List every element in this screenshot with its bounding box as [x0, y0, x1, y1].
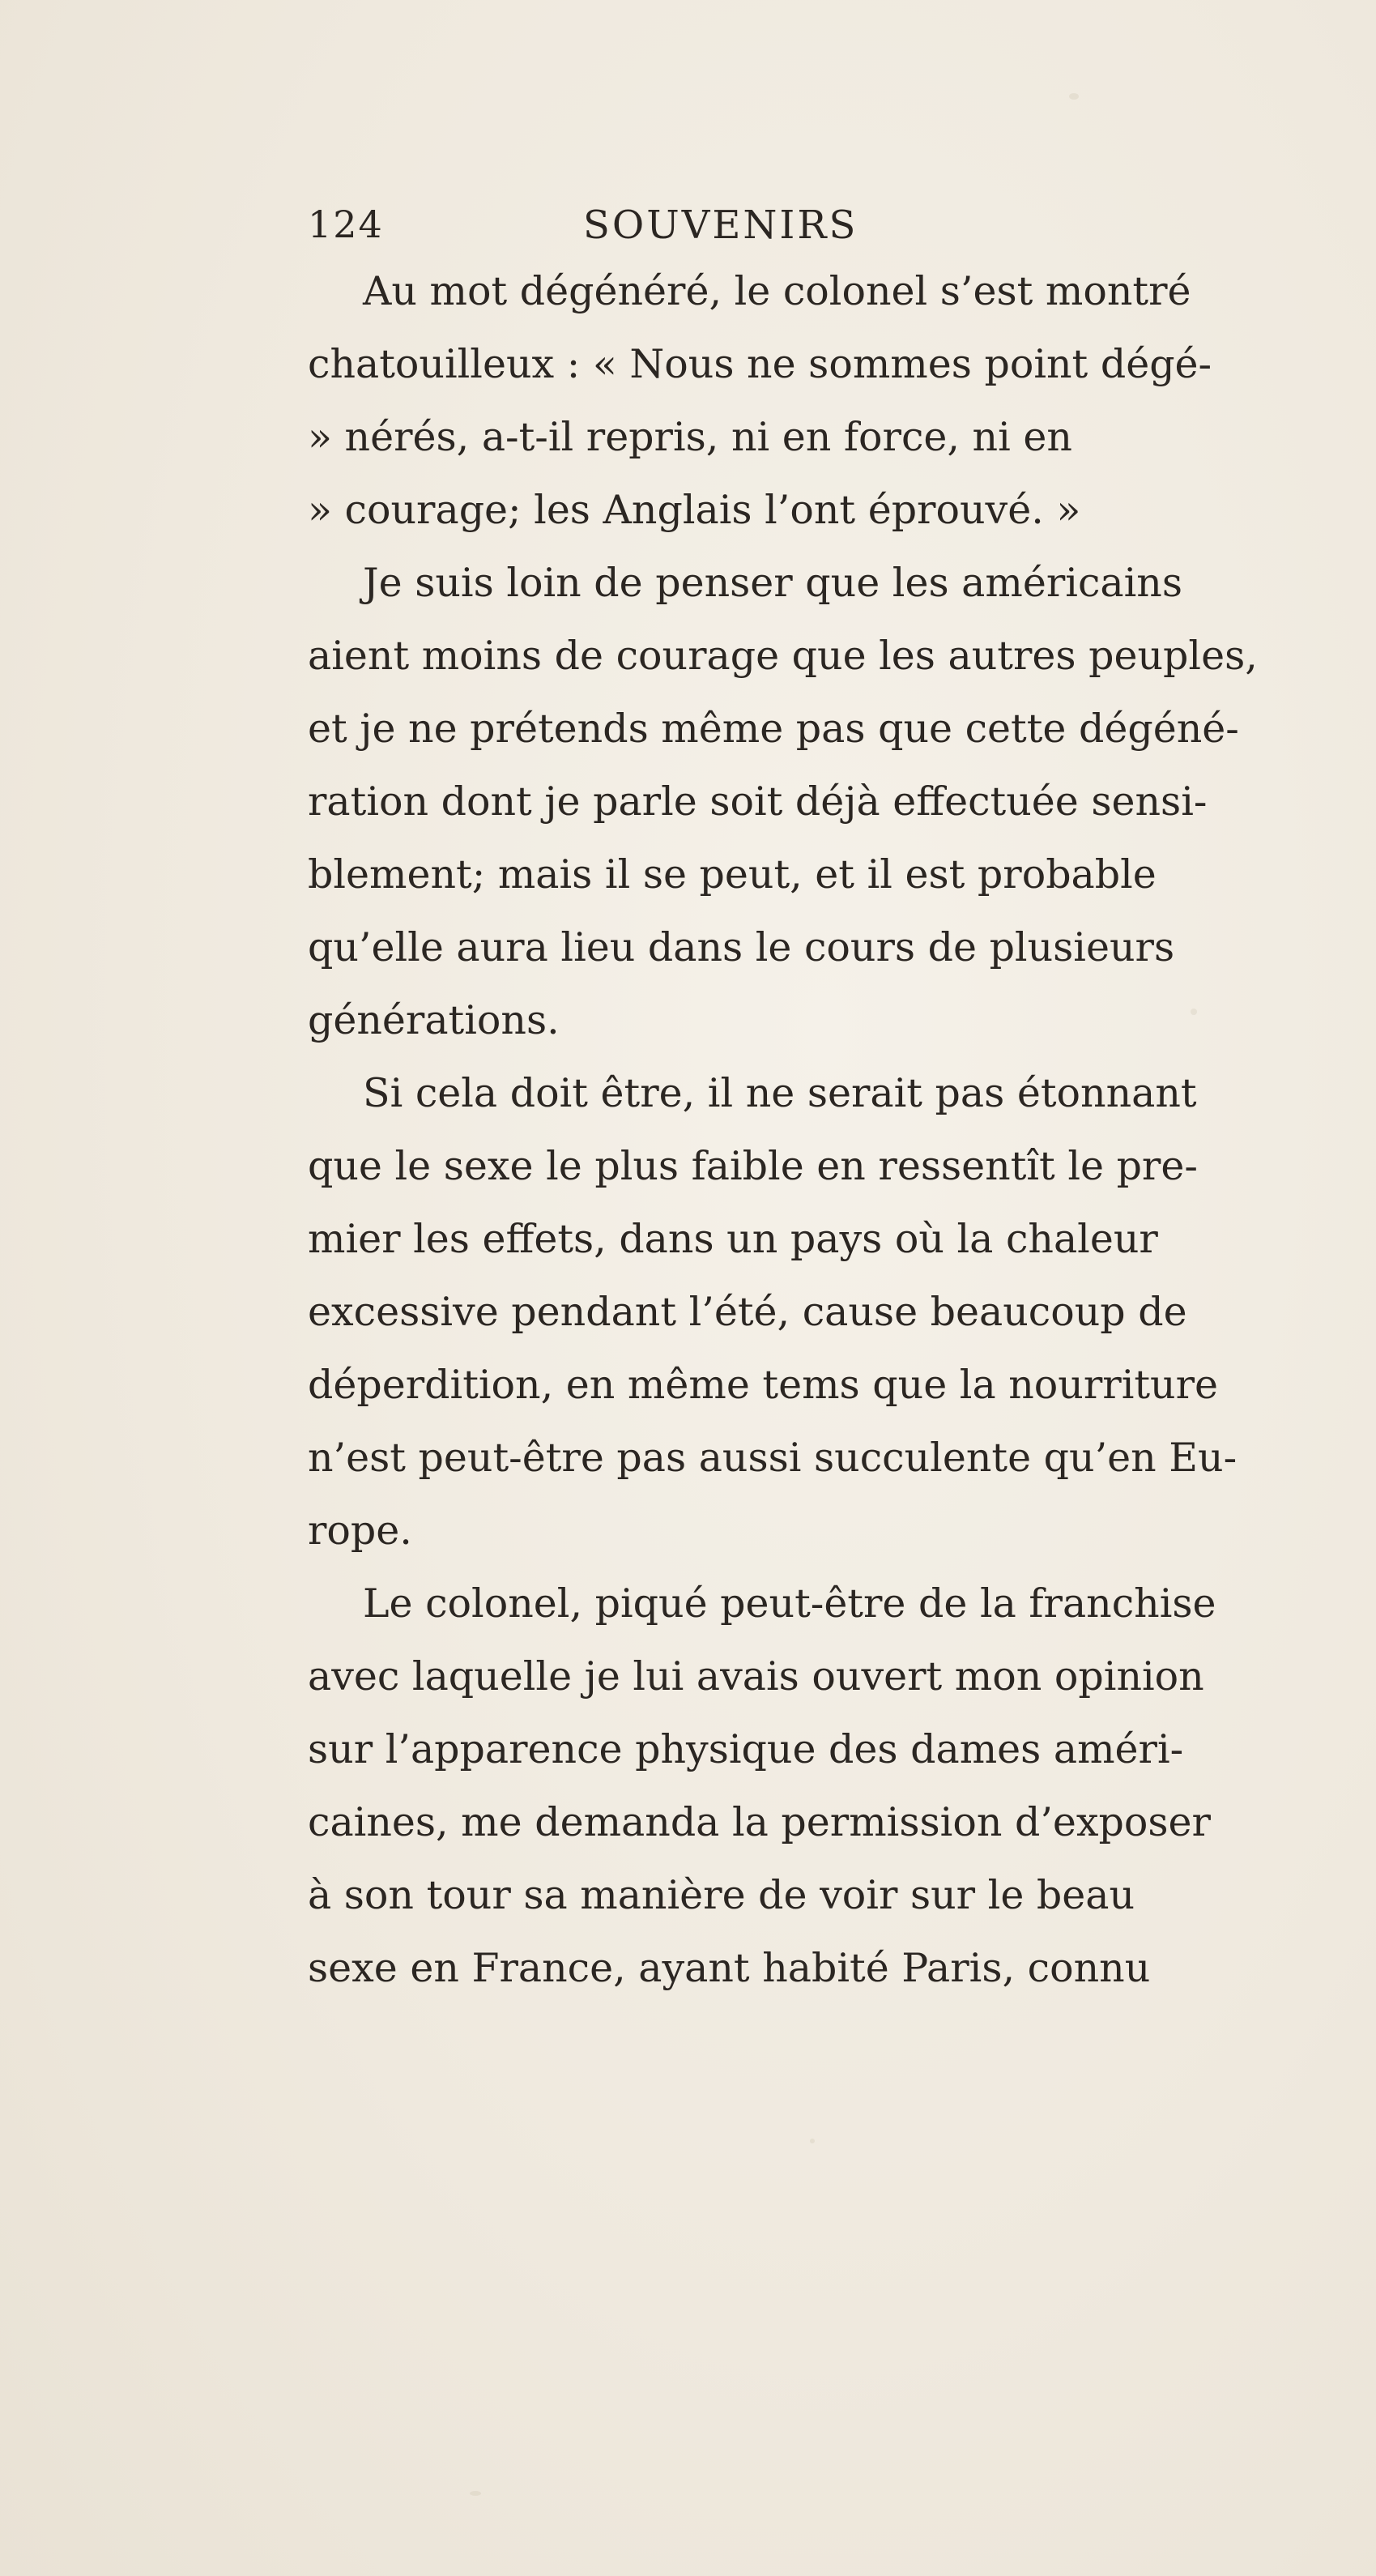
- text-line: rope.: [308, 1508, 412, 1554]
- text-line: » courage; les Anglais l’ont éprouvé. »: [308, 487, 1081, 533]
- text-line: générations.: [308, 997, 560, 1043]
- text-line: que le sexe le plus faible en ressentît le pre-: [308, 1143, 1198, 1189]
- text-line: chatouilleux : « Nous ne sommes point dégé-: [308, 341, 1212, 387]
- paper-speck: [1069, 93, 1079, 100]
- text-line: à son tour sa manière de voir sur le beau: [308, 1872, 1135, 1918]
- running-head: [308, 203, 1280, 251]
- text-line: ration dont je parle soit déjà effectuée sensi-: [308, 778, 1208, 825]
- running-title: SOUVENIRS: [583, 203, 858, 248]
- text-line: qu’elle aura lieu dans le cours de plusieurs: [308, 924, 1175, 970]
- text-line: Au mot dégénéré, le colonel s’est montré: [363, 268, 1191, 314]
- text-line: mier les effets, dans un pays où la chaleur: [308, 1216, 1158, 1262]
- text-line: avec laquelle je lui avais ouvert mon opinion: [308, 1653, 1204, 1700]
- text-line: » nérés, a-t-il repris, ni en force, ni en: [308, 414, 1072, 460]
- text-line: caines, me demanda la permission d’exposer: [308, 1799, 1211, 1845]
- text-line: blement; mais il se peut, et il est probable: [308, 851, 1157, 898]
- paper-speck: [470, 2491, 481, 2496]
- text-line: excessive pendant l’été, cause beaucoup de: [308, 1289, 1187, 1335]
- text-line: n’est peut-être pas aussi succulente qu’en Eu-: [308, 1435, 1238, 1481]
- text-line: sexe en France, ayant habité Paris, connu: [308, 1945, 1151, 1991]
- paper-speck: [1191, 1009, 1197, 1015]
- text-line: Je suis loin de penser que les américains: [363, 560, 1182, 606]
- text-line: aient moins de courage que les autres peuples,: [308, 633, 1258, 679]
- text-line: et je ne prétends même pas que cette dégéné-: [308, 706, 1239, 752]
- text-line: déperdition, en même tems que la nourriture: [308, 1362, 1219, 1408]
- text-line: sur l’apparence physique des dames améri-: [308, 1726, 1184, 1772]
- page-number: 124: [308, 203, 384, 246]
- text-line: Le colonel, piqué peut-être de la franchise: [363, 1580, 1216, 1627]
- paper-speck: [810, 2139, 815, 2143]
- text-line: Si cela doit être, il ne serait pas étonnant: [363, 1070, 1197, 1116]
